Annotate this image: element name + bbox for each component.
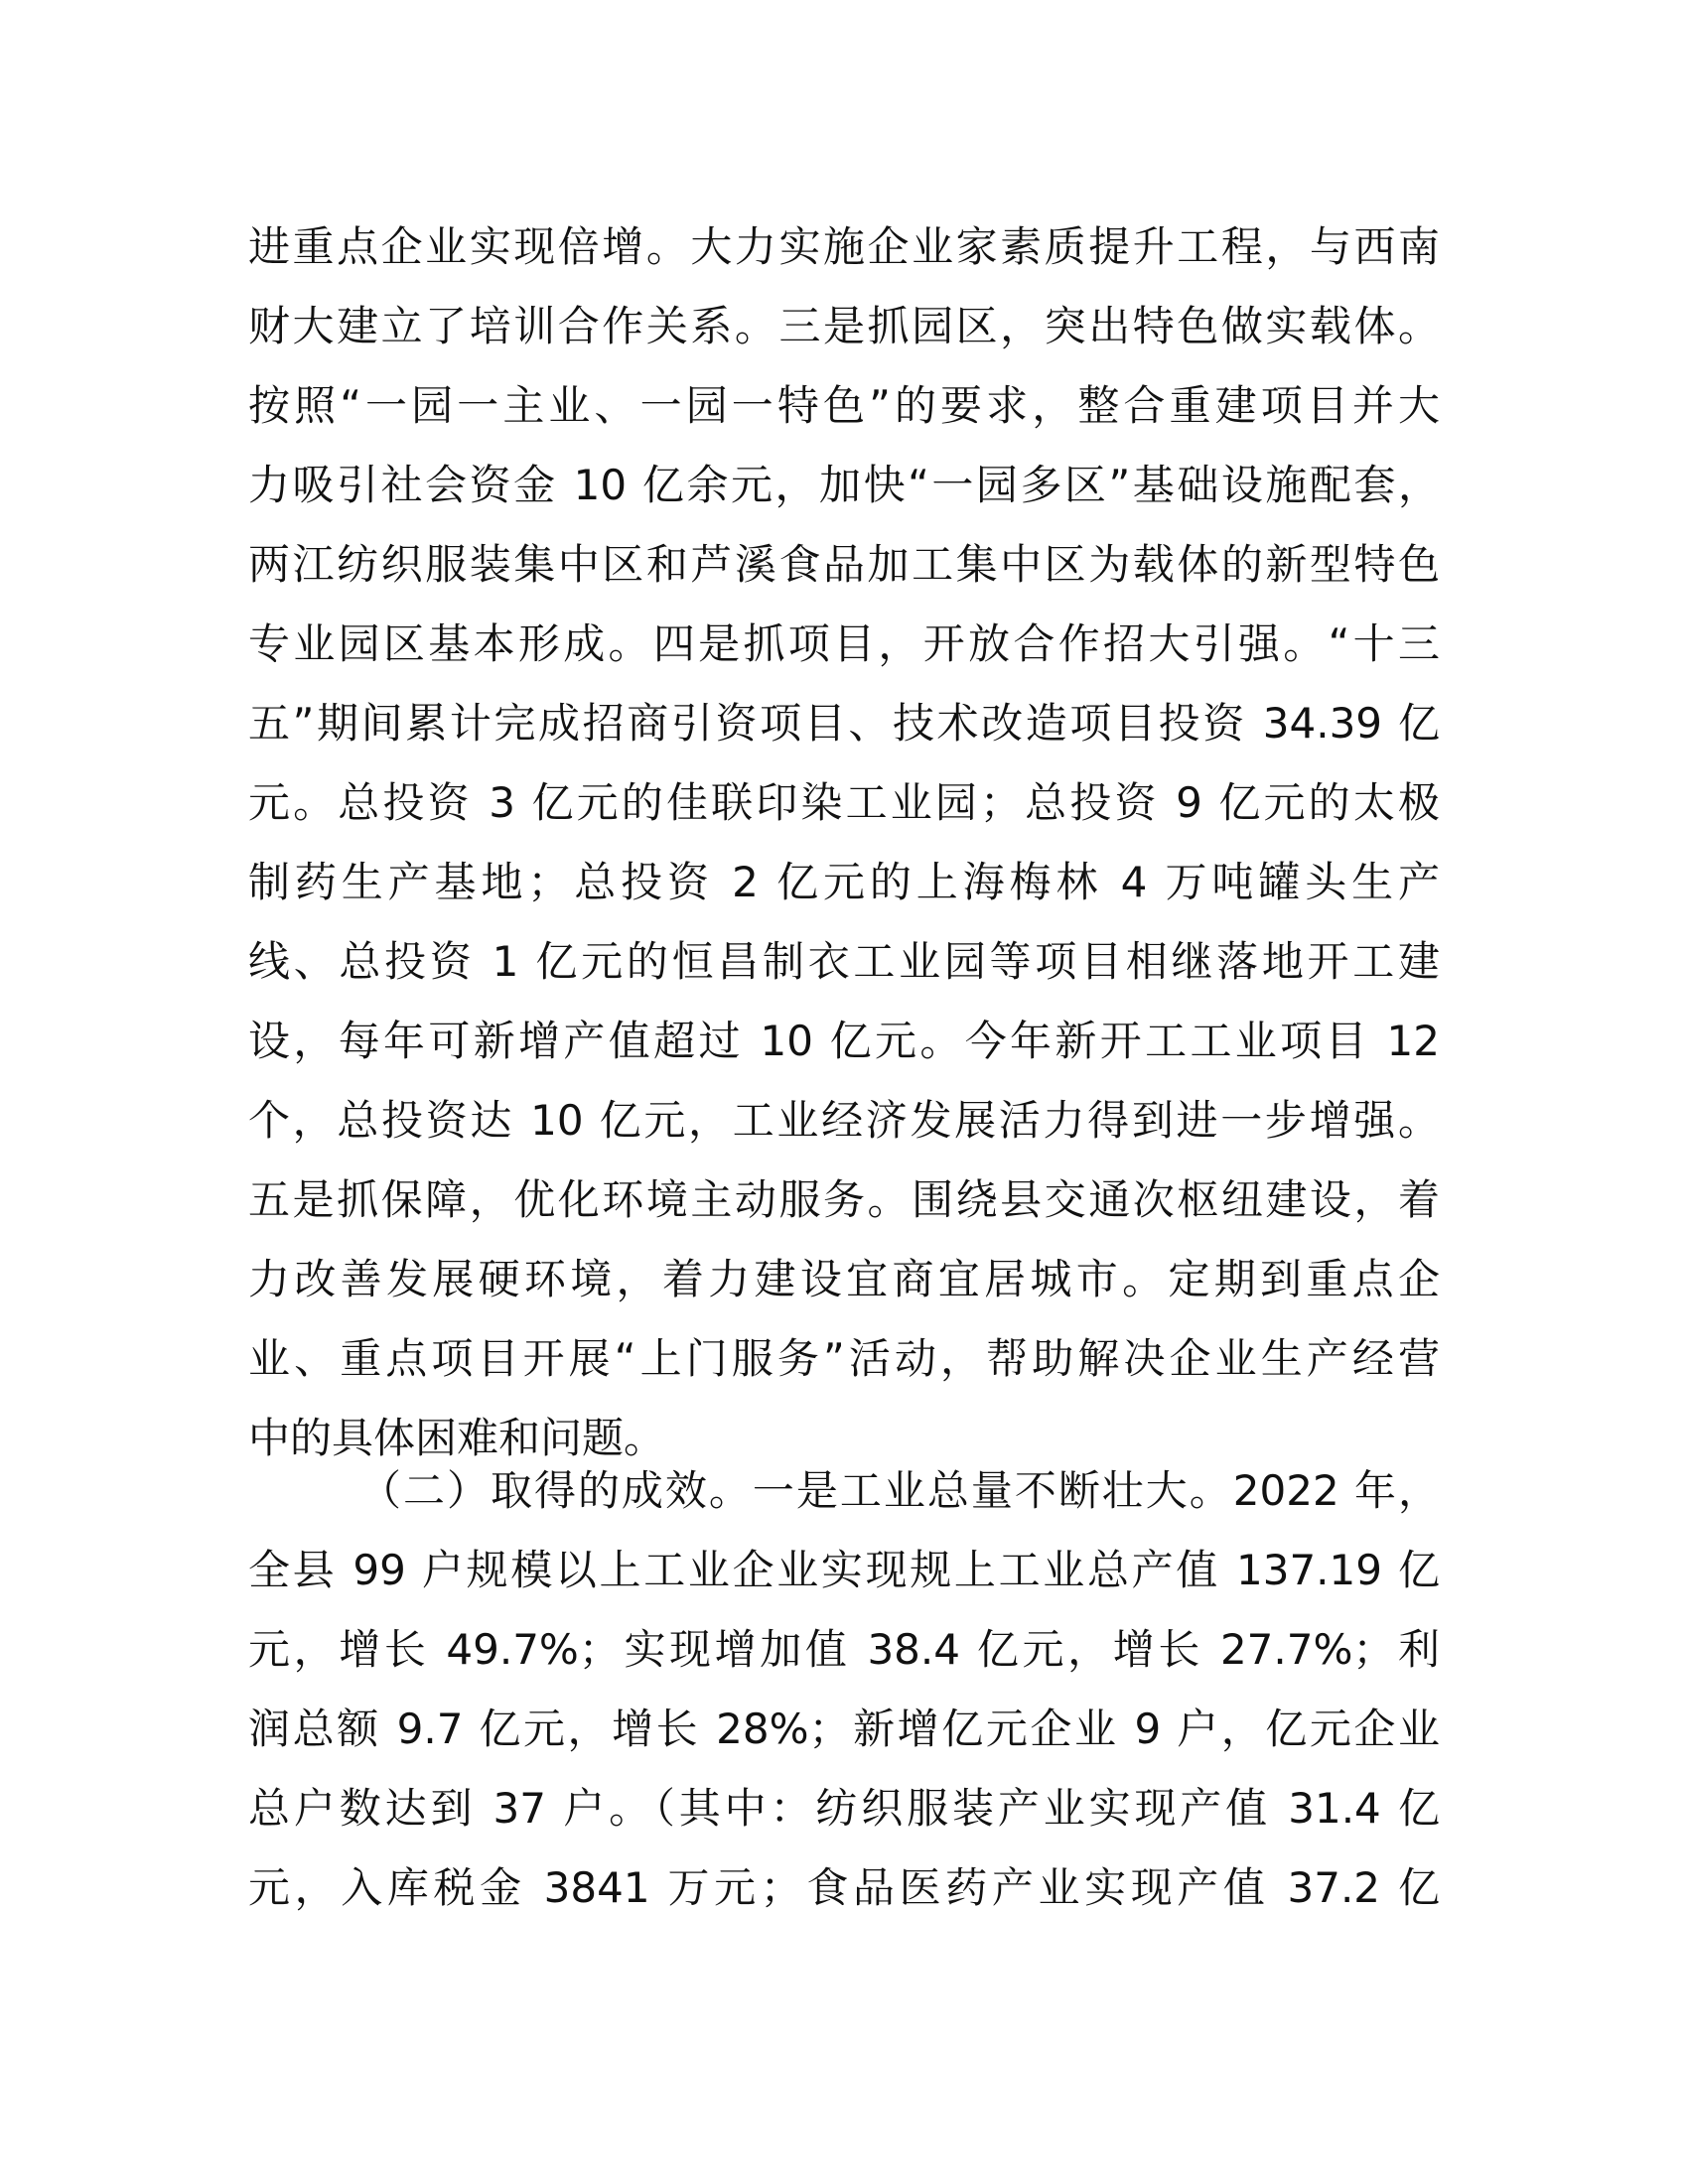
text-line: 进重点企业实现倍增。大力实施企业家素质提升工程，与西南 [248, 222, 1440, 271]
text-line: 线、总投资 1 亿元的恒昌制衣工业园等项目相继落地开工建 [248, 937, 1440, 986]
text-line: 元，入库税金 3841 万元；食品医药产业实现产值 37.2 亿 [248, 1863, 1440, 1912]
paragraph-industrial-measures [248, 207, 1440, 1478]
text-line: 元，增长 49.7%；实现增加值 38.4 亿元，增长 27.7%；利 [248, 1625, 1440, 1674]
text-line: 元。总投资 3 亿元的佳联印染工业园；总投资 9 亿元的太极 [248, 778, 1440, 827]
text-line: 两江纺织服装集中区和芦溪食品加工集中区为载体的新型特色 [248, 540, 1440, 589]
text-line: 业、重点项目开展“上门服务”活动，帮助解决企业生产经营 [248, 1334, 1440, 1383]
text-line: 力改善发展硬环境，着力建设宜商宜居城市。定期到重点企 [248, 1255, 1440, 1303]
text-line: 设，每年可新增产值超过 10 亿元。今年新开工工业项目 12 [248, 1017, 1440, 1065]
text-line: 中的具体困难和问题。 [248, 1414, 666, 1462]
text-line: 五”期间累计完成招商引资项目、技术改造项目投资 34.39 亿 [248, 699, 1440, 748]
text-line: 按照“一园一主业、一园一特色”的要求，整合重建项目并大 [248, 381, 1440, 430]
text-line: 财大建立了培训合作关系。三是抓园区，突出特色做实载体。 [248, 302, 1440, 350]
text-line: 五是抓保障，优化环境主动服务。围绕县交通次枢纽建设，着 [248, 1175, 1440, 1224]
text-line: 全县 99 户规模以上工业企业实现规上工业总产值 137.19 亿 [248, 1546, 1440, 1594]
paragraph-achievements [248, 1451, 1440, 1928]
text-line: 专业园区基本形成。四是抓项目，开放合作招大引强。“十三 [248, 619, 1440, 668]
text-line: 制药生产基地；总投资 2 亿元的上海梅林 4 万吨罐头生产 [248, 858, 1440, 906]
text-line: 个，总投资达 10 亿元，工业经济发展活力得到进一步增强。 [248, 1096, 1440, 1145]
text-line: 力吸引社会资金 10 亿余元，加快“一园多区”基础设施配套， [248, 461, 1440, 509]
text-line: 总户数达到 37 户。（其中：纺织服装产业实现产值 31.4 亿 [248, 1784, 1440, 1833]
text-line: 润总额 9.7 亿元，增长 28%；新增亿元企业 9 户，亿元企业 [248, 1705, 1440, 1753]
text-line: （二）取得的成效。一是工业总量不断壮大。2022 年， [359, 1466, 1440, 1515]
